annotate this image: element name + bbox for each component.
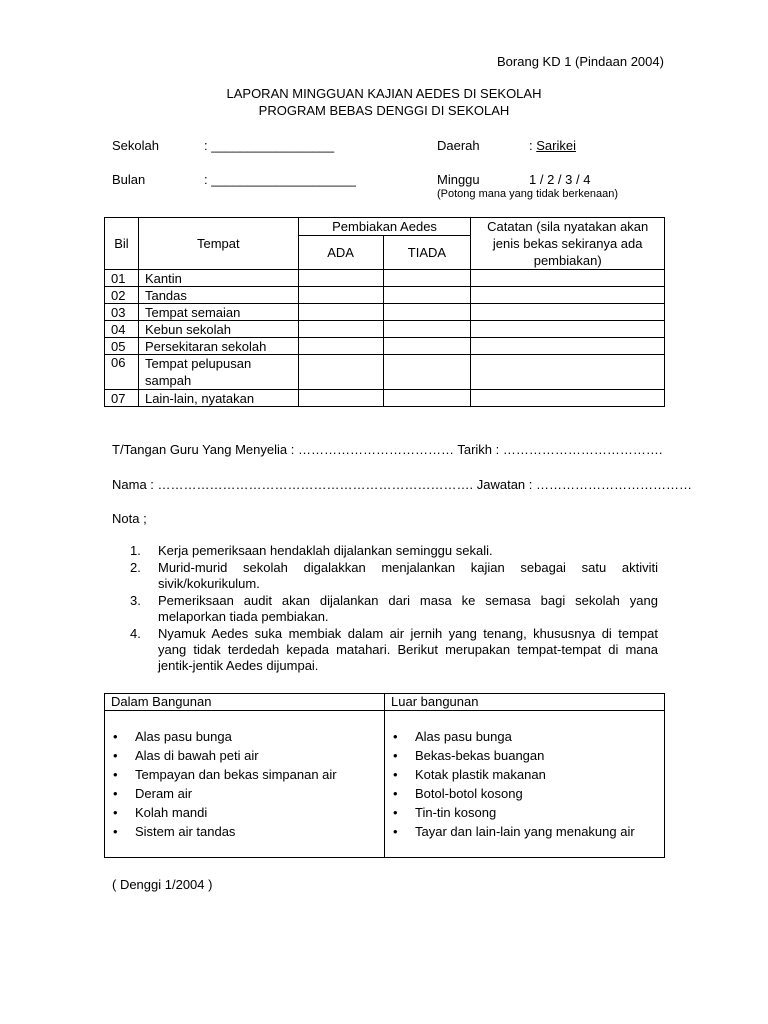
row-tiada-cell[interactable] xyxy=(383,321,471,338)
row-tiada-cell[interactable] xyxy=(383,338,471,355)
row-tiada-cell[interactable] xyxy=(383,270,471,287)
row-ada-cell[interactable] xyxy=(298,390,383,407)
row-ada-cell[interactable] xyxy=(298,321,383,338)
row-bil: 02 xyxy=(105,287,139,304)
row-tempat: Lain-lain, nyatakan xyxy=(138,390,298,407)
row-bil: 03 xyxy=(105,304,139,321)
col-ada-header: ADA xyxy=(298,235,383,269)
note-number: 1. xyxy=(130,543,141,558)
title-line1: LAPORAN MINGGUAN KAJIAN AEDES DI SEKOLAH xyxy=(226,86,542,101)
row-bil: 06 xyxy=(105,355,139,390)
row-catatan-cell[interactable] xyxy=(471,287,665,304)
bulan-label: Bulan xyxy=(112,172,146,187)
minggu-note: (Potong mana yang tidak berkenaan) xyxy=(437,188,619,200)
col-pembiakan-header: Pembiakan Aedes xyxy=(298,218,471,236)
sekolah-value: : _________________ xyxy=(204,138,335,153)
row-catatan-cell[interactable] xyxy=(471,321,665,338)
aedes-table xyxy=(104,217,665,407)
row-tempat: Kantin xyxy=(138,270,298,287)
row-tiada-cell[interactable] xyxy=(383,390,471,407)
row-tempat: Tempat pelupusan sampah xyxy=(138,355,298,390)
daerah-value: Sarikei xyxy=(536,138,576,153)
table-row xyxy=(105,304,665,321)
row-bil: 01 xyxy=(105,270,139,287)
col-tiada-header: TIADA xyxy=(383,235,471,269)
notes-list xyxy=(130,543,658,675)
list-item: • Botol-botol kosong xyxy=(391,784,658,803)
row-catatan-cell[interactable] xyxy=(471,355,665,390)
row-catatan-cell[interactable] xyxy=(471,304,665,321)
row-ada-cell[interactable] xyxy=(298,355,383,390)
row-tempat: Persekitaran sekolah xyxy=(138,338,298,355)
note-item xyxy=(130,593,658,625)
luar-bangunan-cell xyxy=(385,711,665,858)
dalam-bangunan-header: Dalam Bangunan xyxy=(105,694,385,711)
row-tiada-cell[interactable] xyxy=(383,287,471,304)
note-item xyxy=(130,560,658,592)
list-item: • Alas di bawah peti air xyxy=(111,746,378,765)
list-item: • Alas pasu bunga xyxy=(111,727,378,746)
title-line2: PROGRAM BEBAS DENGGI DI SEKOLAH xyxy=(258,103,510,118)
row-tempat: Kebun sekolah xyxy=(138,321,298,338)
note-text: Nyamuk Aedes suka membiak dalam air jernih yang tenang, khususnya di tempat yang tidak terdedah kepada matahari. Berikut merupakan tempat-tempat di mana jentik-jentik Aedes dijumpai. xyxy=(158,626,658,673)
daerah-label: Daerah xyxy=(437,138,480,153)
dalam-bangunan-cell xyxy=(105,711,385,858)
luar-bangunan-header: Luar bangunan xyxy=(385,694,665,711)
table-row xyxy=(105,355,665,390)
row-catatan-cell[interactable] xyxy=(471,338,665,355)
nota-label: Nota ; xyxy=(112,511,147,526)
list-item: • Tin-tin kosong xyxy=(391,803,658,822)
table-row xyxy=(105,270,665,287)
row-bil: 07 xyxy=(105,390,139,407)
row-bil: 05 xyxy=(105,338,139,355)
signature-line: T/Tangan Guru Yang Menyelia : ……………………………… Tarikh : ………………………………. xyxy=(112,442,663,457)
table-row xyxy=(105,321,665,338)
list-item: • Kolah mandi xyxy=(111,803,378,822)
row-tiada-cell[interactable] xyxy=(383,304,471,321)
list-item: • Alas pasu bunga xyxy=(391,727,658,746)
row-catatan-cell[interactable] xyxy=(471,270,665,287)
row-bil: 04 xyxy=(105,321,139,338)
daerah-colon: : xyxy=(529,138,537,153)
form-code: Borang KD 1 (Pindaan 2004) xyxy=(497,54,664,69)
note-number: 3. xyxy=(130,593,141,608)
note-item xyxy=(130,543,658,559)
note-text: Murid-murid sekolah digalakkan menjalankan kajian sebagai satu aktiviti sivik/kokurikulum. xyxy=(158,560,658,591)
minggu-value: 1 / 2 / 3 / 4 xyxy=(529,172,591,187)
sekolah-label: Sekolah xyxy=(112,138,159,153)
note-text: Pemeriksaan audit akan dijalankan dari masa ke semasa bagi sekolah yang melaporkan tiada pembiakan. xyxy=(158,593,658,624)
table-row xyxy=(105,338,665,355)
row-tempat: Tandas xyxy=(138,287,298,304)
row-tiada-cell[interactable] xyxy=(383,355,471,390)
note-item xyxy=(130,626,658,674)
name-line: Nama : ………………………………………………………………. Jawatan : ……………………………… xyxy=(112,477,692,492)
list-item: • Deram air xyxy=(111,784,378,803)
row-ada-cell[interactable] xyxy=(298,338,383,355)
col-bil-header: Bil xyxy=(105,218,139,270)
row-ada-cell[interactable] xyxy=(298,304,383,321)
list-item: • Bekas-bekas buangan xyxy=(391,746,658,765)
row-tempat: Tempat semaian xyxy=(138,304,298,321)
col-tempat-header: Tempat xyxy=(138,218,298,270)
luar-bangunan-list xyxy=(391,711,658,841)
bulan-value: : ____________________ xyxy=(204,172,356,187)
row-ada-cell[interactable] xyxy=(298,270,383,287)
daerah-field xyxy=(529,138,576,153)
row-ada-cell[interactable] xyxy=(298,287,383,304)
list-item: • Tayar dan lain-lain yang menakung air xyxy=(391,822,658,841)
note-number: 4. xyxy=(130,626,141,641)
footer-code: ( Denggi 1/2004 ) xyxy=(112,877,213,892)
col-catatan-header: Catatan (sila nyatakan akan jenis bekas sekiranya ada pembiakan) xyxy=(471,218,665,270)
table-row xyxy=(105,390,665,407)
note-number: 2. xyxy=(130,560,141,575)
table-row xyxy=(105,287,665,304)
dalam-bangunan-list xyxy=(111,711,378,841)
list-item: • Kotak plastik makanan xyxy=(391,765,658,784)
row-catatan-cell[interactable] xyxy=(471,390,665,407)
list-item: • Sistem air tandas xyxy=(111,822,378,841)
note-text: Kerja pemeriksaan hendaklah dijalankan seminggu sekali. xyxy=(158,543,493,558)
minggu-label: Minggu xyxy=(437,172,480,187)
list-item: • Tempayan dan bekas simpanan air xyxy=(111,765,378,784)
breeding-places-table xyxy=(104,693,665,858)
